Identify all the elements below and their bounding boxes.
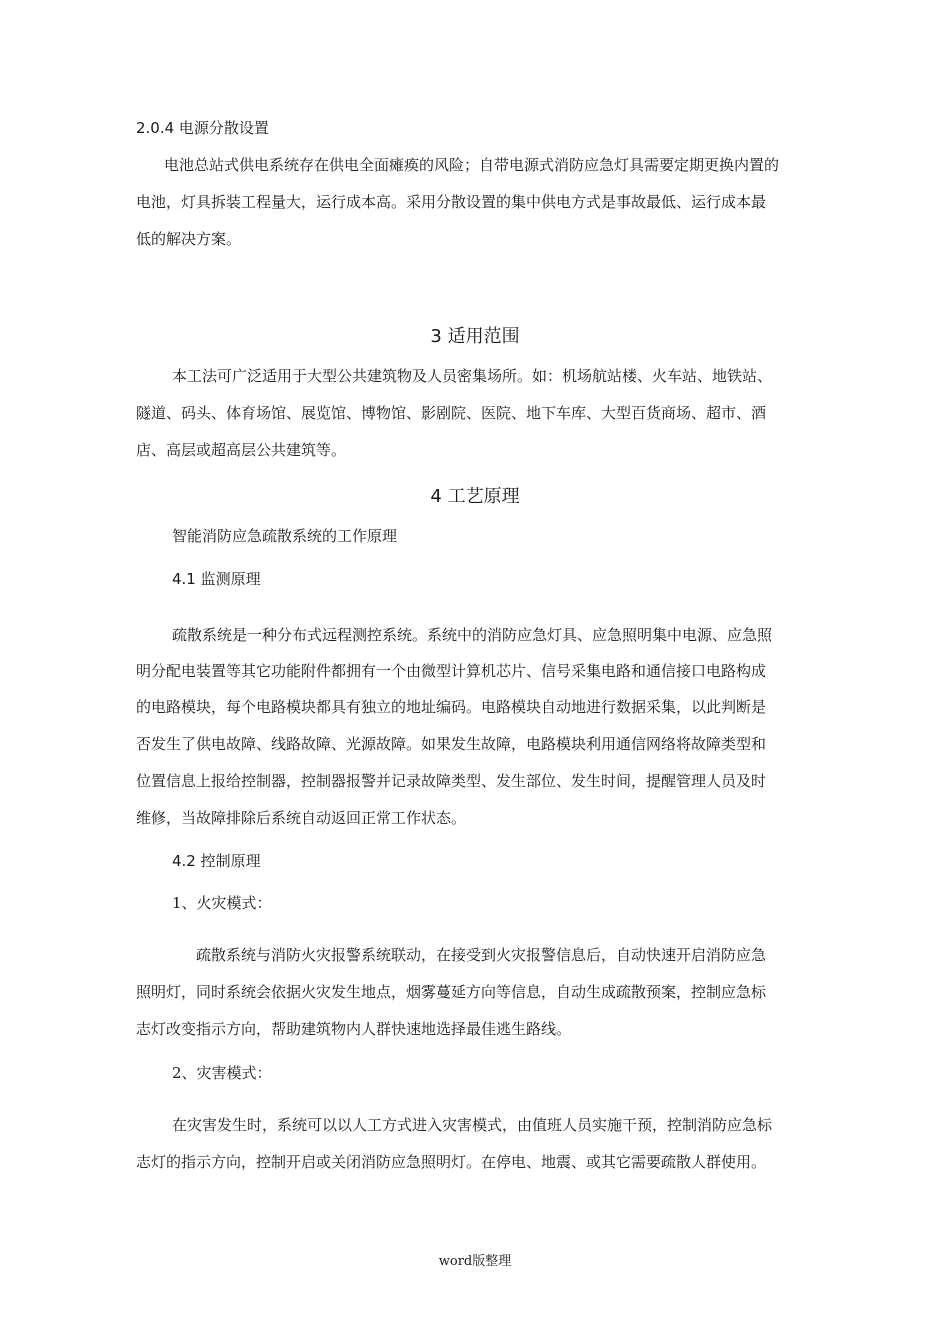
paragraph-line: 的电路模块，每个电路模块都具有独立的地址编码。电路模块自动地进行数据采集，以此判断是: [136, 698, 767, 716]
paragraph-line: 志灯改变指示方向，帮助建筑物内人群快速地选择最佳逃生路线。: [136, 1020, 572, 1038]
section-heading-4: 4 工艺原理: [430, 486, 520, 507]
section-title-2-0-4: 2.0.4 电源分散设置: [136, 119, 269, 137]
paragraph-line: 店、高层或超高层公共建筑等。: [136, 441, 347, 459]
paragraph-line: 否发生了供电故障、线路故障、光源故障。如果发生故障，电路模块利用通信网络将故障类型和: [136, 735, 767, 753]
paragraph-line: 疏散系统是一种分布式远程测控系统。系统中的消防应急灯具、应急照明集中电源、应急照: [172, 626, 773, 644]
section-heading-3: 3 适用范围: [430, 326, 520, 347]
subsection-title-4-1: 4.1 监测原理: [172, 570, 261, 588]
mode-title-disaster: 2、灾害模式：: [172, 1064, 272, 1082]
mode-title-fire: 1、火灾模式：: [172, 894, 272, 912]
paragraph-line: 志灯的指示方向，控制开启或关闭消防应急照明灯。在停电、地震、或其它需要疏散人群使用。: [136, 1153, 767, 1171]
paragraph-line: 位置信息上报给控制器，控制器报警并记录故障类型、发生部位、发生时间，提醒管理人员及时: [136, 772, 767, 790]
paragraph-line: 疏散系统与消防火灾报警系统联动，在接受到火灾报警信息后，自动快速开启消防应急: [196, 946, 767, 964]
paragraph-line: 电池，灯具拆装工程量大，运行成本高。采用分散设置的集中供电方式是事故最低、运行成本最: [136, 193, 767, 211]
subsection-title-4-2: 4.2 控制原理: [172, 852, 261, 870]
paragraph-line: 电池总站式供电系统存在供电全面瘫痪的风险；自带电源式消防应急灯具需要定期更换内置的: [164, 156, 780, 174]
paragraph-line: 明分配电装置等其它功能附件都拥有一个由微型计算机芯片、信号采集电路和通信接口电路构成: [136, 662, 767, 680]
paragraph-line: 本工法可广泛适用于大型公共建筑物及人员密集场所。如：机场航站楼、火车站、地铁站、: [172, 367, 773, 385]
paragraph-line: 低的解决方案。: [136, 230, 242, 248]
paragraph-line: 在灾害发生时，系统可以以人工方式进入灾害模式，由值班人员实施干预，控制消防应急标: [172, 1116, 773, 1134]
page-footer: word版整理: [438, 1254, 512, 1269]
paragraph-line: 隧道、码头、体育场馆、展览馆、博物馆、影剧院、医院、地下车库、大型百货商场、超市、酒: [136, 404, 767, 422]
paragraph-line: 照明灯，同时系统会依据火灾发生地点，烟雾蔓延方向等信息，自动生成疏散预案，控制应急标: [136, 983, 767, 1001]
paragraph-line: 维修，当故障排除后系统自动返回正常工作状态。: [136, 809, 467, 827]
section-intro: 智能消防应急疏散系统的工作原理: [172, 527, 398, 545]
